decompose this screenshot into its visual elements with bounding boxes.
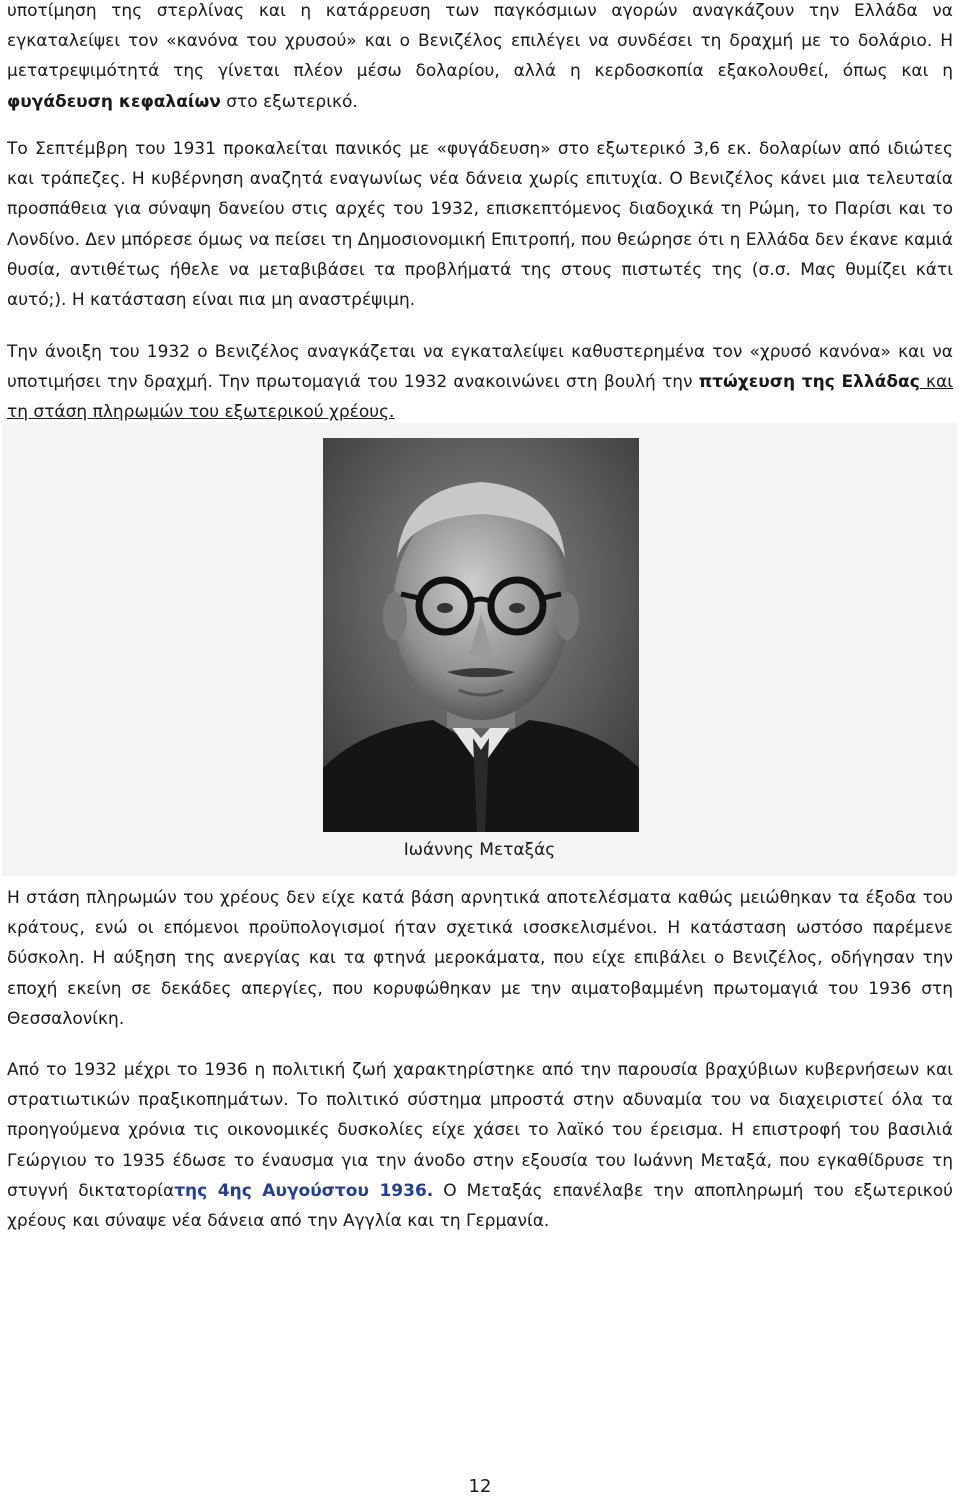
paragraph-text: υποτίμηση της στερλίνας και η κατάρρευση των παγκόσμιων αγορών αναγκάζουν την Ελλάδα να εγκαταλείψει τον «κανόνα του χρυσού» και ο Βενιζέλος επιλέγει να συνδέσει τη δραχμή με το δολάριο. Η μετατρεψιμότητά της γίνεται πλέον μέσω δολαρίου, αλλά η κερδοσκοπία εξακολουθεί, όπως και η [7, 1, 953, 82]
bold-term-4th-august: της 4ης Αυγούστου 1936. [174, 1180, 434, 1201]
bold-term-bankruptcy: πτώχευση της Ελλάδας [698, 372, 920, 393]
paragraph-text: Την άνοιξη του 1932 ο Βενιζέλος αναγκάζεται να εγκαταλείψει καθυστερημένα τον «χρυσό κανόνα» και να υποτιμήσει την δραχμή. Την πρωτομαγιά του 1932 ανακοινώνει στη βουλή την [7, 342, 953, 393]
figure-caption: Ιωάννης Μεταξάς [403, 840, 556, 860]
portrait-figure [2, 423, 957, 876]
paragraph-panic-1931: Το Σεπτέμβρη του 1931 προκαλείται πανικός με «φυγάδευση» στο εξωτερικό 3,6 εκ. δολαρίων από ιδιώτες και τράπεζες. Η κυβέρνηση αναζητά εναγωνίως νέα δάνεια χωρίς επιτυχία. Ο Βενιζέλος κάνει μια τελευταία προσπάθεια για σύναψη δανείου στις αρχές του 1932, επισκεπτόμενος διαδοχικά τη Ρώμη, το Παρίσι και το Λονδίνο. Δεν μπόρεσε όμως να πείσει τη Δημοσιονομική Επιτροπή, που θεώρησε ότι η Ελλάδα δεν έκανε καμιά θυσία, αντιθέτως ήθελε να μεταβιβάσει τα προβλήματά της στους πιστωτές της (σ.σ. Μας θυμίζει κάτι αυτό;). Η κατάσταση είναι πια μη αναστρέψιμη. [7, 139, 953, 311]
paragraph-debt-suspension: Η στάση πληρωμών του χρέους δεν είχε κατά βάση αρνητικά αποτελέσματα καθώς μειώθηκαν τα έξοδα του κράτους, ενώ οι επόμενοι προϋπολογισμοί ήταν σχετικά ισοσκελισμένοι. Η κατάσταση ωστόσο παρέμενε δύσκολη. Η αύξηση της ανεργίας και τα φτηνά μεροκάματα, που είχε επιβάλει ο Βενιζέλος, οδήγησαν την εποχή εκείνη σε δεκάδες απεργίες, που κορυφώθηκαν με την αιματοβαμμένη πρωτομαγιά του 1936 στη Θεσσαλονίκη. [7, 888, 953, 1029]
paragraph-text: στο εξωτερικό. [220, 91, 358, 112]
paragraph-text: Από το 1932 μέχρι το 1936 η πολιτική ζωή χαρακτηρίστηκε από την παρουσία βραχύβιων κυβερνήσεων και στρατιωτικών πραξικοπημάτων. Το πολιτικό σύστημα μπροστά στην αδυναμία του να διαχειριστεί όλα τα προηγούμενα χρόνια τις οικονομικές δυσκολίες είχε χάσει το λαϊκό του έρεισμα. Η επιστροφή του βασιλιά Γεώργιου το 1935 έδωσε το έναυσμα για την άνοδο στην εξουσία του Ιωάννη Μεταξά, που εγκαθίδρυσε τη στυγνή δικτατορία [7, 1060, 953, 1201]
page-number: 12 [468, 1476, 492, 1497]
paragraph-metaxas-dictatorship [7, 1055, 953, 1236]
paragraph-text: και τη στάση πληρωμών του εξωτερικού χρέους. [7, 372, 953, 423]
paragraph-text: Ο Μεταξάς επανέλαβε την αποπληρωμή του εξωτερικού χρέους και σύναψε νέα δάνεια από την Αγγλία και τη Γερμανία. [7, 1180, 953, 1232]
bold-term-capital-flight: φυγάδευση κεφαλαίων [7, 91, 221, 112]
paragraph-bankruptcy-1932 [7, 337, 953, 428]
paragraph-gold-standard [7, 0, 953, 117]
portrait-photo [323, 438, 639, 832]
